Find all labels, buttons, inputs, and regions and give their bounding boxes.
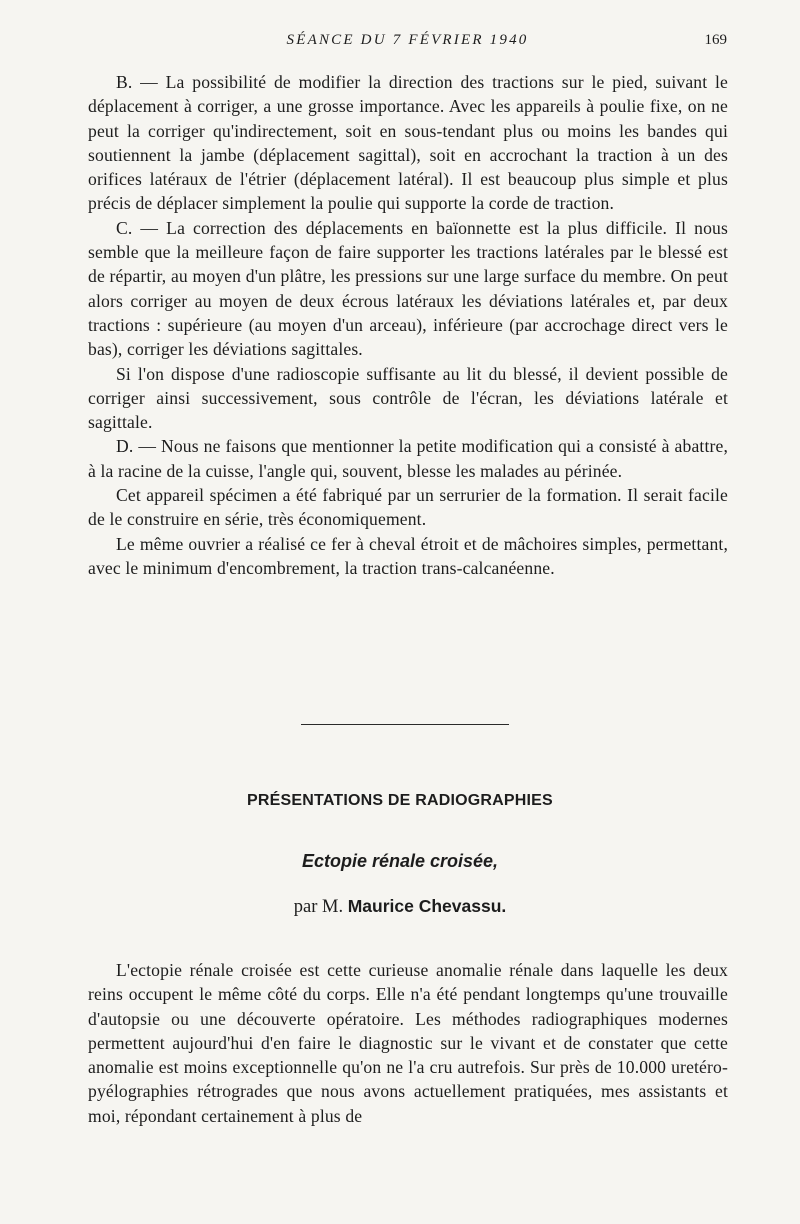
paragraph-radioscopie: Si l'on dispose d'une radioscopie suffisante au lit du blessé, il devient possible de corriger ainsi successivement, sous contrôle de l'écran, les déviations latérale et sagittale. xyxy=(88,363,728,433)
paragraph-ouvrier: Le même ouvrier a réalisé ce fer à cheval étroit et de mâchoires simples, permettant, avec le minimum d'encombrement, la traction trans-calcanéenne. xyxy=(88,533,728,578)
running-title: SÉANCE DU 7 FÉVRIER 1940 xyxy=(286,32,529,48)
paragraph-d: D. — Nous ne faisons que mentionner la petite modification qui a consisté à abattre, à la racine de la cuisse, l'angle qui, souvent, blesse les malades au périnée. xyxy=(88,436,728,481)
body-text xyxy=(88,70,728,580)
byline-prefix: par M. xyxy=(293,897,348,917)
byline xyxy=(0,896,800,918)
author-name: Maurice Chevassu. xyxy=(347,896,507,916)
section-title: PRÉSENTATIONS DE RADIOGRAPHIES xyxy=(247,792,553,809)
paragraph-appareil: Cet appareil spécimen a été fabriqué par un serrurier de la formation. Il serait facile de le construire en série, très économiquement. xyxy=(88,485,728,530)
paragraph-c: C. — La correction des déplacements en baïonnette est la plus difficile. Il nous semble que la meilleure façon de faire supporter les tractions latérales par le blessé est de répartir, au moyen d'un plâtre, les pressions sur une large surface du membre. On peut alors corriger au moyen de deux écrous latéraux les déviations latérales et, par deux tractions : supérieure (au moyen d'un arceau), inférieure (par accrochage direct vers le bas), corriger les déviations sagittales. xyxy=(88,217,728,360)
page-number: 169 xyxy=(704,32,727,48)
paragraph-b: B. — La possibilité de modifier la direction des tractions sur le pied, suivant le déplacement à corriger, a une grosse importance. Avec les appareils à poulie fixe, on ne peut la corriger qu'indirectement, soit en sous-tendant plus ou moins les bandes qui soutiennent la jambe (déplacement sagittal), soit en accrochant la traction à un des orifices latéraux de l'étrier (déplacement latéral). Il est beaucoup plus simple et plus précis de déplacer simplement la poulie qui supporte la corde de traction. xyxy=(88,72,728,214)
article-paragraph: L'ectopie rénale croisée est cette curieuse anomalie rénale dans laquelle les deux reins occupent le même côté du corps. Elle n'a été pendant longtemps qu'une trouvaille d'autopsie ou une découverte opératoire. Les méthodes radiographiques modernes permettent aujourd'hui d'en faire le diagnostic sur le vivant et de constater que cette anomalie est moins exceptionnelle qu'on ne l'a cru autrefois. Sur près de 10.000 uretéro-pyélographies rétrogrades que nous avons actuellement pratiquées, mes assistants et moi, répondant certainement à plus de xyxy=(88,960,728,1126)
article-title: Ectopie rénale croisée, xyxy=(301,851,499,871)
article-text xyxy=(88,958,728,1128)
page-header xyxy=(88,32,727,58)
section-divider xyxy=(301,724,509,725)
